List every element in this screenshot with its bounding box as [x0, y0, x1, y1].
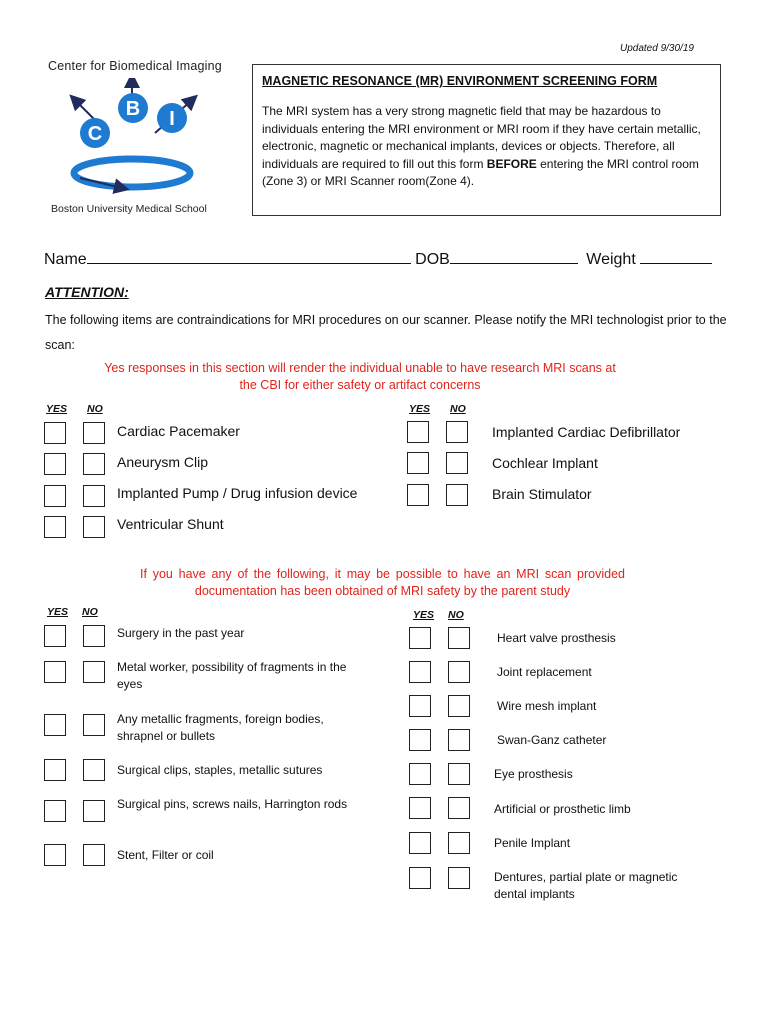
s2-right-no-checkbox[interactable]: [448, 832, 470, 854]
s2-left-yes-checkbox[interactable]: [44, 661, 66, 683]
s1-left-label: Cardiac Pacemaker: [117, 423, 240, 439]
s1-left-no-checkbox[interactable]: [83, 453, 105, 475]
s1-left-label: Aneurysm Clip: [117, 454, 209, 470]
s1-right-no-checkbox[interactable]: [446, 484, 468, 506]
s2-right-label: Joint replacement: [497, 665, 592, 679]
cbi-logo: [60, 78, 210, 203]
section2-note: If you have any of the following, it may be possible to have an MRI scan provided documentation has been obtained of MRI safety by the parent study: [140, 567, 625, 598]
s1-right-no-header: NO: [450, 403, 466, 415]
s1-right-yes-checkbox[interactable]: [407, 484, 429, 506]
s2-right-yes-checkbox[interactable]: [409, 627, 431, 649]
logo-subtitle: Boston University Medical School: [51, 203, 207, 215]
s2-right-yes-checkbox[interactable]: [409, 695, 431, 717]
s2-right-no-checkbox[interactable]: [448, 763, 470, 785]
s2-left-yes-header: YES: [47, 606, 69, 618]
s2-left-no-checkbox[interactable]: [83, 661, 105, 683]
s2-left-no-checkbox[interactable]: [83, 625, 105, 647]
patient-fields: [44, 247, 712, 269]
svg-text:C: C: [87, 123, 103, 145]
section1-note: Yes responses in this section will render the individual unable to have research MRI scans at the CBI for either safety or artifact concerns: [104, 361, 616, 392]
s2-right-label: Swan-Ganz catheter: [497, 733, 607, 747]
s2-left-no-checkbox[interactable]: [83, 759, 105, 781]
s2-right-no-checkbox[interactable]: [448, 661, 470, 683]
s1-left-no-checkbox[interactable]: [83, 422, 105, 444]
s2-right-yes-checkbox[interactable]: [409, 661, 431, 683]
s2-left-label: Stent, Filter or coil: [117, 848, 214, 862]
s1-right-no-checkbox[interactable]: [446, 452, 468, 474]
s1-left-yes-header: YES: [46, 403, 68, 415]
s2-left-yes-checkbox[interactable]: [44, 625, 66, 647]
s1-left-no-checkbox[interactable]: [83, 485, 105, 507]
s1-right-yes-checkbox[interactable]: [407, 421, 429, 443]
logo-circle-i: [157, 103, 187, 133]
s2-right-yes-checkbox[interactable]: [409, 832, 431, 854]
s2-left-yes-checkbox[interactable]: [44, 844, 66, 866]
logo-circle-c: [80, 118, 110, 148]
s2-left-label: Metal worker, possibility of fragments in the eyes: [117, 660, 347, 691]
info-body-text-end: entering the MRI control room (Zone 3) or MRI Scanner room(Zone 4).: [262, 156, 699, 188]
s2-left-no-header: NO: [82, 606, 98, 618]
name-field[interactable]: [87, 247, 411, 264]
s2-right-no-checkbox[interactable]: [448, 695, 470, 717]
s1-right-label: Brain Stimulator: [492, 486, 592, 502]
s2-right-yes-checkbox[interactable]: [409, 729, 431, 751]
svg-text:B: B: [125, 98, 141, 120]
logo-title: Center for Biomedical Imaging: [48, 59, 222, 73]
s2-right-yes-checkbox[interactable]: [409, 763, 431, 785]
s2-right-yes-checkbox[interactable]: [409, 867, 431, 889]
s2-right-label: Penile Implant: [494, 836, 571, 850]
s2-left-yes-checkbox[interactable]: [44, 759, 66, 781]
s2-left-no-checkbox[interactable]: [83, 714, 105, 736]
s1-left-yes-checkbox[interactable]: [44, 422, 66, 444]
info-body: [262, 103, 711, 191]
s2-left-no-checkbox[interactable]: [83, 800, 105, 822]
s2-right-no-header: NO: [448, 609, 464, 621]
name-label: Name: [44, 251, 87, 268]
info-body-bold: BEFORE: [486, 156, 537, 171]
info-box: [252, 64, 721, 216]
s1-right-no-checkbox[interactable]: [446, 421, 468, 443]
svg-text:I: I: [169, 108, 175, 130]
s2-right-no-checkbox[interactable]: [448, 729, 470, 751]
s1-right-yes-header: YES: [409, 403, 431, 415]
attention-heading: ATTENTION:: [45, 284, 129, 300]
s1-left-yes-checkbox[interactable]: [44, 485, 66, 507]
s1-left-no-header: NO: [87, 403, 103, 415]
s2-right-label: Wire mesh implant: [497, 699, 597, 713]
s2-right-yes-header: YES: [413, 609, 435, 621]
intro-text: The following items are contraindications for MRI procedures on our scanner. Please notify the MRI technologist prior to the scan:: [45, 313, 727, 352]
s2-right-no-checkbox[interactable]: [448, 797, 470, 819]
s1-left-no-checkbox[interactable]: [83, 516, 105, 538]
weight-field[interactable]: [640, 247, 712, 264]
s1-left-yes-checkbox[interactable]: [44, 516, 66, 538]
s2-right-no-checkbox[interactable]: [448, 867, 470, 889]
s2-right-no-checkbox[interactable]: [448, 627, 470, 649]
s1-right-label: Implanted Cardiac Defibrillator: [492, 424, 681, 440]
s2-right-label: Dentures, partial plate or magnetic dental implants: [494, 870, 678, 901]
s2-left-label: Surgery in the past year: [117, 626, 245, 640]
s2-left-yes-checkbox[interactable]: [44, 800, 66, 822]
s2-left-yes-checkbox[interactable]: [44, 714, 66, 736]
weight-label: Weight: [586, 251, 636, 268]
info-body-text: The MRI system has a very strong magnetic field that may be hazardous to individuals entering the MRI environment or MRI room if they have certain metallic, electronic, magnetic or mechanical implants, devices or objects. Therefore, all individuals are required to fill out this form: [262, 104, 701, 171]
s2-left-label: Surgical pins, screws nails, Harrington rods: [117, 797, 348, 811]
form-title: MAGNETIC RESONANCE (MR) ENVIRONMENT SCREENING FORM: [262, 74, 658, 88]
logo-circle-b: [118, 93, 148, 123]
s2-left-label: Surgical clips, staples, metallic sutures: [117, 763, 323, 777]
dob-label: DOB: [415, 251, 450, 268]
s2-right-yes-checkbox[interactable]: [409, 797, 431, 819]
s2-right-label: Heart valve prosthesis: [497, 631, 616, 645]
s1-left-label: Implanted Pump / Drug infusion device: [117, 485, 358, 501]
s1-right-label: Cochlear Implant: [492, 455, 598, 471]
updated-date: Updated 9/30/19: [620, 43, 694, 54]
s1-right-yes-checkbox[interactable]: [407, 452, 429, 474]
dob-field[interactable]: [450, 247, 578, 264]
s2-left-no-checkbox[interactable]: [83, 844, 105, 866]
s1-left-yes-checkbox[interactable]: [44, 453, 66, 475]
s2-right-label: Artificial or prosthetic limb: [494, 802, 631, 816]
s2-right-label: Eye prosthesis: [494, 767, 573, 781]
s1-left-label: Ventricular Shunt: [117, 516, 224, 532]
s2-left-label: Any metallic fragments, foreign bodies, shrapnel or bullets: [117, 712, 324, 743]
